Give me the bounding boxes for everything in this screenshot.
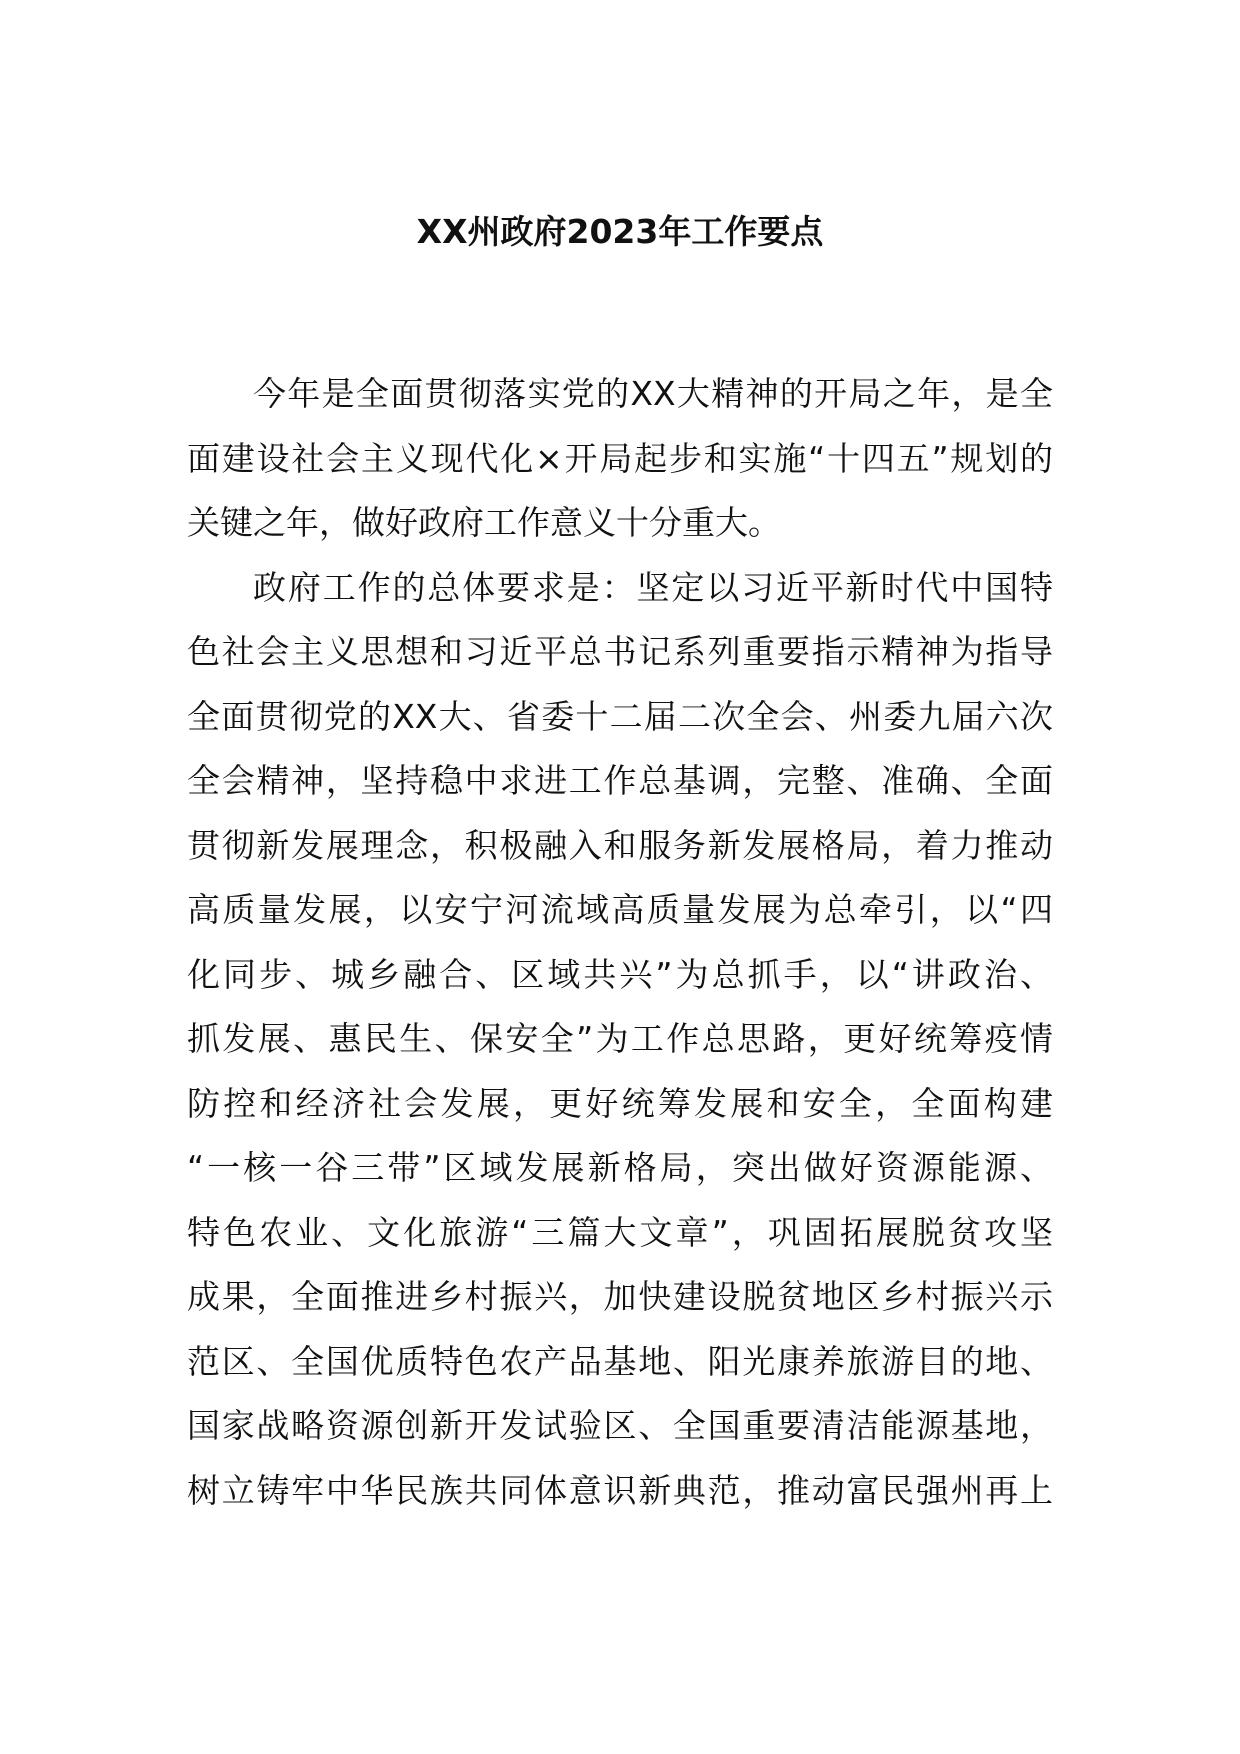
text-line: 范区、全国优质特色农产品基地、阳光康养旅游目的地、	[187, 1341, 1053, 1381]
text-line: 色社会主义思想和习近平总书记系列重要指示精神为指导	[187, 632, 1053, 671]
text-line: 防控和经济社会发展，更好统筹发展和安全，全面构建	[187, 1083, 1053, 1123]
text-line: 特色农业、文化旅游“三篇大文章”，巩固拓展脱贫攻坚	[187, 1212, 1053, 1252]
text-line: 高质量发展，以安宁河流域高质量发展为总牵引，以“四	[187, 890, 1053, 929]
text-line: 化同步、城乡融合、区域共兴”为总抓手，以“讲政治、	[187, 954, 1053, 994]
text-line: 面建设社会主义现代化×开局起步和实施“十四五”规划的	[187, 438, 1053, 478]
text-line: 今年是全面贯彻落实党的XX大精神的开局之年，是全	[253, 374, 1053, 413]
document-body	[187, 362, 1053, 1523]
text-line: 国家战略资源创新开发试验区、全国重要清洁能源基地，	[187, 1406, 1053, 1445]
text-line: 抓发展、惠民生、保安全”为工作总思路，更好统筹疫情	[187, 1019, 1053, 1058]
text-line: 全会精神，坚持稳中求进工作总基调，完整、准确、全面	[187, 761, 1053, 800]
text-line: “一核一谷三带”区域发展新格局，突出做好资源能源、	[187, 1148, 1053, 1187]
paragraph-opening	[187, 362, 1053, 556]
text-line: 贯彻新发展理念，积极融入和服务新发展格局，着力推动	[187, 825, 1053, 865]
text-line: 关键之年，做好政府工作意义十分重大。	[187, 503, 781, 542]
text-line: 全面贯彻党的XX大、省委十二届二次全会、州委九届六次	[187, 696, 1053, 736]
text-line: 成果，全面推进乡村振兴，加快建设脱贫地区乡村振兴示	[187, 1277, 1053, 1316]
paragraph-requirements	[187, 556, 1053, 1524]
document-title: XX州政府2023年工作要点	[416, 212, 824, 251]
text-line: 树立铸牢中华民族共同体意识新典范，推动富民强州再上	[187, 1470, 1053, 1510]
text-line: 政府工作的总体要求是：坚定以习近平新时代中国特	[253, 567, 1053, 607]
